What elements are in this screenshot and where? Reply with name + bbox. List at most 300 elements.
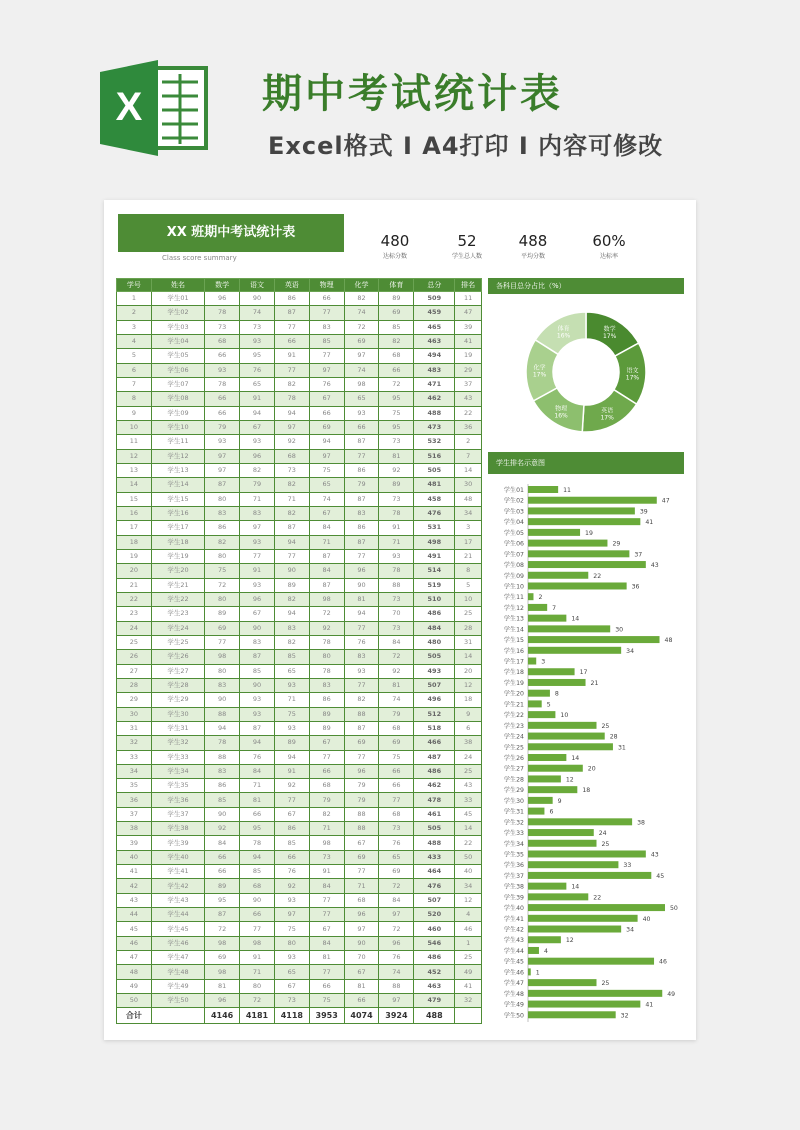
table-cell: 学生11 (151, 435, 204, 449)
table-cell: 31 (117, 721, 152, 735)
table-cell: 71 (379, 535, 414, 549)
bar-category-label: 学生11 (503, 594, 524, 602)
table-cell: 73 (379, 822, 414, 836)
bar-value-label: 2 (538, 594, 543, 602)
bar-value-label: 31 (617, 744, 626, 752)
table-cell: 75 (379, 406, 414, 420)
table-cell: 96 (240, 449, 275, 463)
score-sheet (104, 200, 696, 1040)
bar-category-label: 学生24 (503, 733, 524, 741)
table-cell: 86 (344, 463, 379, 477)
bar-value-label: 25 (601, 840, 610, 848)
table-cell: 13 (117, 463, 152, 477)
table-cell: 67 (240, 607, 275, 621)
stat-value: 60% (592, 232, 626, 250)
bar-value-label: 8 (554, 690, 559, 698)
bar-value-label: 46 (659, 958, 667, 966)
table-cell: 68 (240, 879, 275, 893)
table-row (117, 521, 482, 535)
table-cell: 学生39 (151, 836, 204, 850)
bar-category-label: 学生01 (503, 487, 524, 494)
total-cell: 3924 (379, 1008, 414, 1024)
table-cell: 81 (240, 793, 275, 807)
table-cell: 92 (274, 879, 309, 893)
table-cell: 17 (117, 521, 152, 535)
table-cell: 93 (379, 549, 414, 563)
table-cell: 40 (455, 865, 482, 879)
table-cell: 66 (274, 850, 309, 864)
excel-logo-icon (100, 58, 210, 156)
stat-passing-score (360, 232, 430, 260)
bar-category-label: 学生07 (503, 551, 524, 559)
table-cell: 89 (379, 478, 414, 492)
bar-category-label: 学生28 (503, 776, 524, 784)
table-cell: 19 (117, 549, 152, 563)
table-row (117, 936, 482, 950)
table-cell: 89 (205, 879, 240, 893)
table-cell: 78 (205, 377, 240, 391)
table-cell: 45 (117, 922, 152, 936)
table-cell: 73 (309, 850, 344, 864)
table-row (117, 463, 482, 477)
table-cell: 74 (379, 965, 414, 979)
table-cell: 79 (344, 793, 379, 807)
bar-value-label: 22 (593, 572, 602, 580)
bar-category-label: 学生37 (503, 872, 524, 880)
table-cell: 学生01 (151, 292, 204, 306)
table-cell: 77 (309, 965, 344, 979)
table-cell: 93 (240, 707, 275, 721)
table-cell: 87 (344, 435, 379, 449)
table-cell: 24 (117, 621, 152, 635)
table-cell: 484 (414, 621, 455, 635)
table-cell: 94 (274, 535, 309, 549)
table-row (117, 334, 482, 348)
table-cell: 学生08 (151, 392, 204, 406)
table-cell: 73 (240, 320, 275, 334)
bar-category-label: 学生38 (503, 883, 524, 891)
table-cell: 66 (205, 406, 240, 420)
bar-panel-title: 学生排名示意图 (488, 452, 684, 474)
donut-panel-title: 各科目总分占比（%） (488, 278, 684, 294)
table-cell: 83 (344, 506, 379, 520)
rank-bar (528, 615, 566, 622)
table-cell: 86 (274, 292, 309, 306)
sheet-title: XX 班期中考试统计表 (118, 214, 344, 252)
table-cell: 4 (117, 334, 152, 348)
table-cell: 94 (274, 406, 309, 420)
donut-slice-value: 17% (532, 371, 547, 379)
rank-bar (528, 926, 621, 933)
table-cell: 93 (240, 693, 275, 707)
table-row (117, 449, 482, 463)
table-cell: 463 (414, 334, 455, 348)
table-cell: 90 (344, 936, 379, 950)
table-cell: 7 (455, 449, 482, 463)
table-cell: 95 (379, 392, 414, 406)
table-cell: 17 (455, 535, 482, 549)
bar-category-label: 学生19 (503, 679, 524, 687)
table-cell: 47 (117, 951, 152, 965)
bar-value-label: 17 (579, 669, 588, 677)
table-cell: 452 (414, 965, 455, 979)
table-cell: 94 (240, 406, 275, 420)
table-cell: 88 (344, 822, 379, 836)
table-cell: 97 (274, 908, 309, 922)
table-cell: 493 (414, 664, 455, 678)
table-cell: 83 (240, 635, 275, 649)
table-cell: 71 (344, 879, 379, 893)
table-body (117, 292, 482, 1008)
table-cell: 80 (205, 664, 240, 678)
bar-category-label: 学生43 (503, 937, 524, 945)
donut-slice-label: 物理 (555, 405, 568, 413)
table-row (117, 994, 482, 1008)
bar-value-label: 14 (571, 883, 580, 891)
table-cell: 85 (274, 836, 309, 850)
table-cell: 66 (309, 292, 344, 306)
table-cell: 28 (455, 621, 482, 635)
bar-value-label: 47 (661, 497, 670, 505)
rank-bar (528, 647, 621, 654)
bar-value-label: 6 (549, 808, 554, 816)
total-cell: 3953 (309, 1008, 344, 1024)
donut-slice-value: 17% (600, 414, 614, 422)
table-cell: 95 (240, 349, 275, 363)
table-cell: 87 (344, 535, 379, 549)
table-row (117, 779, 482, 793)
table-cell: 461 (414, 807, 455, 821)
table-cell: 78 (379, 564, 414, 578)
table-cell: 43 (455, 392, 482, 406)
table-cell: 学生48 (151, 965, 204, 979)
table-cell: 91 (240, 392, 275, 406)
table-cell: 86 (205, 521, 240, 535)
table-cell: 97 (379, 908, 414, 922)
table-cell: 14 (455, 650, 482, 664)
table-cell: 91 (274, 349, 309, 363)
table-cell: 75 (309, 463, 344, 477)
table-cell: 87 (344, 492, 379, 506)
table-cell: 496 (414, 693, 455, 707)
table-cell: 81 (379, 678, 414, 692)
table-row (117, 822, 482, 836)
rank-bar (528, 679, 586, 686)
table-cell: 87 (240, 721, 275, 735)
table-cell: 67 (344, 836, 379, 850)
table-cell: 32 (117, 736, 152, 750)
bar-category-label: 学生08 (503, 562, 524, 570)
bar-category-label: 学生20 (503, 690, 524, 698)
rank-bar (528, 850, 646, 857)
table-cell: 69 (379, 865, 414, 879)
page-title: 期中考试统计表 (262, 71, 563, 117)
table-cell: 85 (240, 664, 275, 678)
table-cell: 69 (379, 306, 414, 320)
table-cell: 5 (117, 349, 152, 363)
table-cell: 66 (379, 363, 414, 377)
rank-bar (528, 507, 635, 514)
table-cell: 25 (455, 951, 482, 965)
table-cell: 83 (205, 678, 240, 692)
table-cell: 65 (379, 850, 414, 864)
table-cell: 学生05 (151, 349, 204, 363)
table-cell: 89 (309, 721, 344, 735)
table-cell: 49 (455, 965, 482, 979)
rank-bar (528, 658, 536, 665)
table-cell: 2 (455, 435, 482, 449)
donut-slice-label: 语文 (626, 367, 639, 375)
rank-bar (528, 840, 597, 847)
table-cell: 45 (455, 807, 482, 821)
bar-value-label: 22 (593, 894, 602, 902)
rank-bar (528, 786, 577, 793)
table-cell: 505 (414, 463, 455, 477)
table-cell: 29 (117, 693, 152, 707)
table-cell: 19 (455, 349, 482, 363)
table-cell: 84 (205, 836, 240, 850)
table-cell: 487 (414, 750, 455, 764)
table-cell: 87 (274, 521, 309, 535)
table-cell: 74 (309, 492, 344, 506)
rank-bar (528, 1011, 616, 1018)
bar-value-label: 28 (609, 733, 618, 741)
table-cell: 93 (274, 678, 309, 692)
table-cell: 77 (240, 922, 275, 936)
table-cell: 71 (240, 492, 275, 506)
table-cell: 学生21 (151, 578, 204, 592)
table-cell: 68 (309, 779, 344, 793)
bar-value-label: 7 (552, 604, 557, 612)
total-cell: 4074 (344, 1008, 379, 1024)
table-cell: 98 (205, 936, 240, 950)
table-row (117, 879, 482, 893)
table-cell: 14 (455, 463, 482, 477)
table-row (117, 908, 482, 922)
table-cell: 518 (414, 721, 455, 735)
rank-bar (528, 711, 555, 718)
table-cell: 66 (344, 994, 379, 1008)
table-cell: 66 (205, 349, 240, 363)
table-cell: 7 (117, 377, 152, 391)
table-cell: 71 (309, 822, 344, 836)
rank-bar (528, 593, 533, 600)
table-cell: 77 (309, 306, 344, 320)
table-cell: 12 (455, 893, 482, 907)
table-cell: 94 (240, 850, 275, 864)
table-cell: 23 (117, 607, 152, 621)
stat-label: 达标率 (599, 253, 618, 260)
bar-value-label: 41 (645, 519, 654, 527)
table-cell: 74 (344, 363, 379, 377)
bar-value-label: 3 (541, 658, 546, 666)
table-cell: 42 (117, 879, 152, 893)
table-cell: 66 (344, 420, 379, 434)
table-cell: 96 (344, 764, 379, 778)
table-cell: 459 (414, 306, 455, 320)
table-cell: 65 (240, 377, 275, 391)
column-header: 排名 (455, 279, 482, 292)
table-row (117, 850, 482, 864)
table-cell: 98 (205, 650, 240, 664)
rank-bar (528, 604, 547, 611)
stat-label: 达标分数 (382, 253, 407, 260)
table-cell: 47 (455, 306, 482, 320)
table-cell: 43 (117, 893, 152, 907)
column-header: 英语 (274, 279, 309, 292)
table-cell: 465 (414, 320, 455, 334)
bar-value-label: 30 (615, 626, 624, 634)
table-cell: 84 (309, 879, 344, 893)
table-cell: 87 (205, 478, 240, 492)
rank-bar (528, 765, 583, 772)
bar-value-label: 34 (626, 647, 635, 655)
table-cell: 67 (309, 922, 344, 936)
table-header-row (117, 279, 482, 292)
rank-bar (528, 883, 566, 890)
table-cell: 74 (379, 693, 414, 707)
table-cell: 学生20 (151, 564, 204, 578)
table-cell: 498 (414, 535, 455, 549)
rank-bar (528, 486, 558, 493)
table-row (117, 349, 482, 363)
table-cell: 8 (455, 564, 482, 578)
table-cell: 学生26 (151, 650, 204, 664)
table-row (117, 435, 482, 449)
table-cell: 80 (205, 592, 240, 606)
rank-bar (528, 582, 627, 589)
table-cell: 48 (455, 492, 482, 506)
table-row (117, 621, 482, 635)
table-cell: 学生43 (151, 893, 204, 907)
bar-category-label: 学生36 (503, 862, 524, 870)
table-row (117, 420, 482, 434)
rank-bar (528, 668, 575, 675)
bar-category-label: 学生45 (503, 958, 524, 966)
bar-category-label: 学生27 (503, 765, 524, 773)
bar-value-label: 33 (623, 862, 632, 870)
table-cell: 68 (344, 893, 379, 907)
table-cell: 94 (240, 736, 275, 750)
bar-value-label: 12 (565, 776, 574, 784)
bar-category-label: 学生44 (503, 947, 524, 955)
table-cell: 11 (117, 435, 152, 449)
table-cell: 27 (117, 664, 152, 678)
table-cell: 97 (240, 521, 275, 535)
table-cell: 29 (455, 363, 482, 377)
table-cell: 79 (344, 779, 379, 793)
table-cell: 85 (274, 650, 309, 664)
table-cell: 77 (379, 793, 414, 807)
table-cell: 481 (414, 478, 455, 492)
bar-category-label: 学生31 (503, 808, 524, 816)
table-cell: 70 (379, 607, 414, 621)
table-cell: 学生33 (151, 750, 204, 764)
table-cell: 464 (414, 865, 455, 879)
table-cell: 80 (309, 650, 344, 664)
table-cell: 69 (205, 951, 240, 965)
table-cell: 85 (240, 865, 275, 879)
table-cell: 77 (309, 908, 344, 922)
table-cell: 91 (379, 521, 414, 535)
table-cell: 88 (379, 578, 414, 592)
table-cell: 68 (379, 349, 414, 363)
rank-bar (528, 968, 531, 975)
table-cell: 34 (455, 879, 482, 893)
table-cell: 86 (205, 779, 240, 793)
table-cell: 91 (309, 865, 344, 879)
bar-category-label: 学生04 (503, 519, 524, 527)
table-cell: 85 (309, 334, 344, 348)
table-cell: 72 (379, 377, 414, 391)
table-cell: 2 (117, 306, 152, 320)
table-cell: 91 (274, 764, 309, 778)
bar-value-label: 34 (626, 926, 635, 934)
table-row (117, 664, 482, 678)
table-cell: 76 (379, 836, 414, 850)
table-cell: 50 (117, 994, 152, 1008)
table-cell: 546 (414, 936, 455, 950)
column-header: 数学 (205, 279, 240, 292)
table-cell: 81 (344, 592, 379, 606)
table-total-row (117, 1008, 482, 1024)
bar-value-label: 12 (565, 937, 574, 945)
rank-bar (528, 625, 610, 632)
bar-value-label: 41 (645, 1001, 654, 1009)
table-cell: 79 (240, 478, 275, 492)
table-cell: 12 (455, 678, 482, 692)
table-cell: 学生37 (151, 807, 204, 821)
bar-category-label: 学生46 (503, 969, 524, 977)
bar-value-label: 18 (582, 787, 591, 795)
table-cell: 87 (309, 578, 344, 592)
stat-label: 学生总人数 (451, 253, 482, 260)
rank-bar (528, 979, 597, 986)
bar-value-label: 9 (557, 797, 562, 805)
table-cell: 75 (274, 922, 309, 936)
table-cell: 86 (274, 822, 309, 836)
table-cell: 83 (309, 678, 344, 692)
table-cell: 98 (309, 592, 344, 606)
table-cell: 71 (274, 693, 309, 707)
table-cell: 92 (274, 435, 309, 449)
bar-category-label: 学生06 (503, 540, 524, 548)
table-cell: 学生13 (151, 463, 204, 477)
table-cell: 486 (414, 607, 455, 621)
table-cell: 81 (309, 951, 344, 965)
total-cell: 488 (414, 1008, 455, 1024)
table-cell: 66 (309, 979, 344, 993)
table-cell: 87 (344, 721, 379, 735)
table-cell: 9 (117, 406, 152, 420)
table-cell: 76 (344, 635, 379, 649)
table-cell: 516 (414, 449, 455, 463)
table-cell: 94 (344, 607, 379, 621)
table-cell: 76 (274, 865, 309, 879)
table-cell: 93 (240, 435, 275, 449)
table-cell: 75 (205, 564, 240, 578)
table-cell: 39 (455, 320, 482, 334)
table-cell: 11 (455, 292, 482, 306)
table-cell: 35 (117, 779, 152, 793)
bar-value-label: 11 (563, 487, 572, 494)
table-cell: 93 (274, 951, 309, 965)
table-cell: 48 (117, 965, 152, 979)
table-cell: 460 (414, 922, 455, 936)
table-cell: 96 (379, 936, 414, 950)
table-cell: 3 (117, 320, 152, 334)
table-cell: 89 (274, 736, 309, 750)
